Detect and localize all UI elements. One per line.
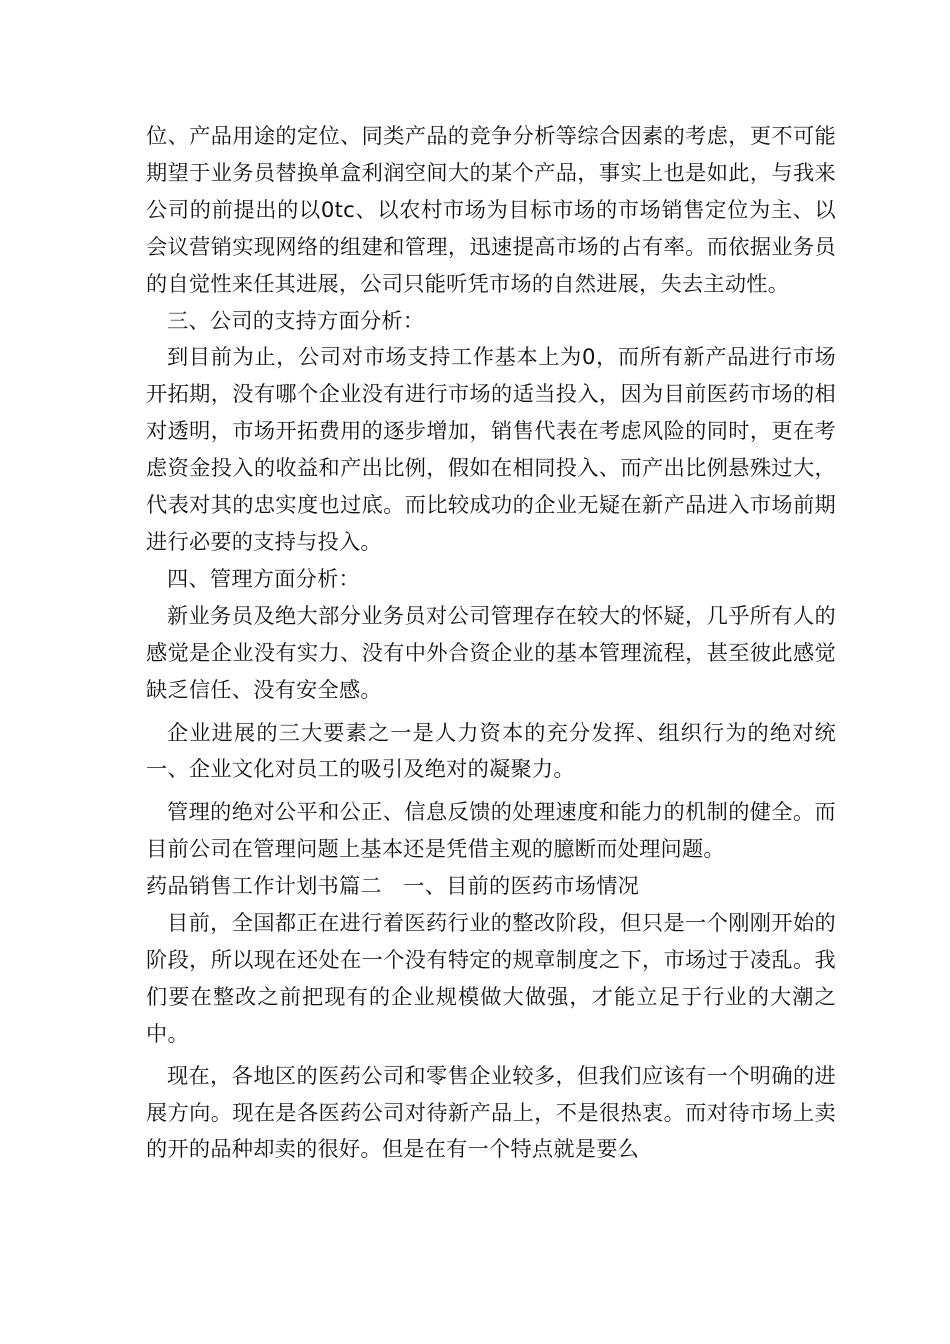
paragraph-continuation: 位、产品用途的定位、同类产品的竞争分析等综合因素的考虑，更不可能期望于业务员替换单盒利润空间大的某个产品，事实上也是如此，与我来公司的前提出的以0tc、以农村市场为目标市场的市场销售定位为主、以会议营销实现网络的组建和管理，迅速提高市场的占有率。而依据业务员的自觉性来任其进展，公司只能听凭市场的自然进展，失去主动性。 bbox=[146, 123, 836, 296]
paragraph-market-status: 目前，全国都正在进行着医药行业的整改阶段，但只是一个刚刚开始的阶段，所以现在还处在一个没有特定的规章制度之下，市场过于凌乱。我们要在整改之前把现有的企业规模做大做强，才能立足于行业的大潮之中。 bbox=[146, 910, 836, 1046]
section-heading-support: 三、公司的支持方面分析： bbox=[167, 307, 425, 333]
paragraph-regional-companies: 现在，各地区的医药公司和零售企业较多，但我们应该有一个明确的进展方向。现在是各医药公司对待新产品上，不是很热衷。而对待市场上卖的开的品种却卖的很好。但是在有一个特点就是要么 bbox=[146, 1062, 836, 1162]
paragraph-fairness: 管理的绝对公平和公正、信息反馈的处理速度和能力的机制的健全。而目前公司在管理问题上基本还是凭借主观的臆断而处理问题。 bbox=[146, 799, 836, 862]
paragraph-management-doubt: 新业务员及绝大部分业务员对公司管理存在较大的怀疑，几乎所有人的感觉是企业没有实力、没有中外合资企业的基本管理流程，甚至彼此感觉缺乏信任、没有安全感。 bbox=[146, 602, 836, 702]
section-heading-management: 四、管理方面分析： bbox=[167, 565, 360, 591]
paragraph-support-analysis: 到目前为止，公司对市场支持工作基本上为0，而所有新产品进行市场开拓期，没有哪个企业没有进行市场的适当投入，因为目前医药市场的相对透明，市场开拓费用的逐步增加，销售代表在考虑风险的同时，更在考虑资金投入的收益和产出比例，假如在相同投入、而产出比例悬殊过大，代表对其的忠实度也过底。而比较成功的企业无疑在新产品进入市场前期进行必要的支持与投入。 bbox=[146, 344, 836, 554]
section-heading-plan-two: 药品销售工作计划书篇二 一、目前的医药市场情况 bbox=[146, 873, 640, 899]
document-body bbox=[146, 118, 836, 1168]
paragraph-three-elements: 企业进展的三大要素之一是人力资本的充分发挥、组织行为的绝对统一、企业文化对员工的吸引及绝对的凝聚力。 bbox=[146, 719, 836, 782]
